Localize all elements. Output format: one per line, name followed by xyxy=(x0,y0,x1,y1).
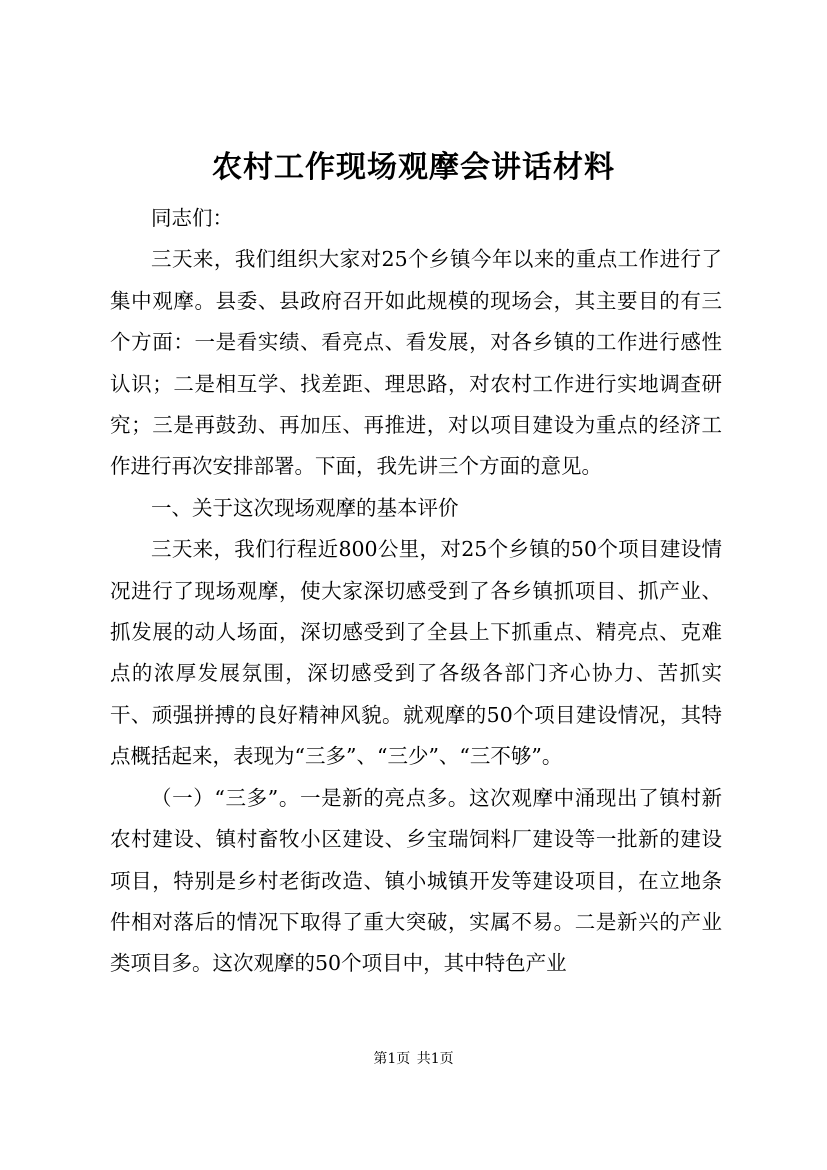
salutation: 同志们： xyxy=(151,206,233,230)
page-footer: 第1页 共1页 xyxy=(373,1051,454,1067)
document-body xyxy=(110,198,722,985)
document-title: 农村工作现场观摩会讲话材料 xyxy=(212,150,615,185)
paragraph-intro: 三天来，我们组织大家对25个乡镇今年以来的重点工作进行了集中观摩。县委、县政府召开如此规模的现场会，其主要目的有三个方面：一是看实绩、看亮点、看发展，对各乡镇的工作进行感性认识；二是相互学、找差距、理思路，对农村工作进行实地调查研究；三是再鼓劲、再加压、再推进，对以项目建设为重点的经济工作进行再次安排部署。下面，我先讲三个方面的意见。 xyxy=(110,247,722,479)
paragraph-evaluation: 三天来，我们行程近800公里，对25个乡镇的50个项目建设情况进行了现场观摩，使大家深切感受到了各乡镇抓项目、抓产业、抓发展的动人场面，深切感受到了全县上下抓重点、精亮点、克难点的浓厚发展氛围，深切感受到了各级各部门齐心协力、苦抓实干、顽强拼搏的良好精神风貌。就观摩的50个项目建设情况，其特点概括起来，表现为“三多”、“三少”、“三不够”。 xyxy=(110,537,722,769)
section-heading-1: 一、关于这次现场观摩的基本评价 xyxy=(151,495,459,520)
paragraph-three-more: （一）“三多”。一是新的亮点多。这次观摩中涌现出了镇村新农村建设、镇村畜牧小区建设、乡宝瑞饲料厂建设等一批新的建设项目，特别是乡村老街改造、镇小城镇开发等建设项目，在立地条件相对落后的情况下取得了重大突破，实属不易。二是新兴的产业类项目多。这次观摩的50个项目中，其中特色产业 xyxy=(110,785,722,976)
